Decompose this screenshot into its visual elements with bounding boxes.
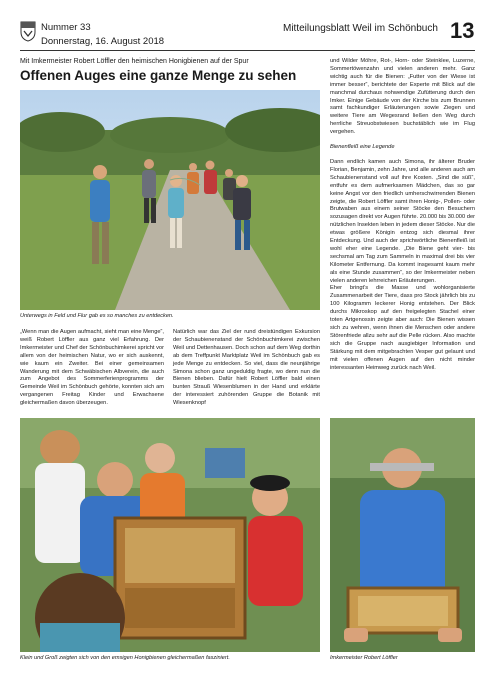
article-subhead: Bienenfleiß eine Legende xyxy=(330,144,395,151)
article-column-2 xyxy=(173,329,320,408)
header-divider xyxy=(20,50,475,51)
publication-title: Mitteilungsblatt Weil im Schönbuch xyxy=(283,23,438,34)
article-paragraph: Natürlich war das Ziel der rund dreistündigen Exkursion der Schaubienenstand der Schönbuchimkerei zwischen Weil und Dettenhausen. Doch schon auf dem Weg dorthin ab dem Treffpunkt Marktplatz Weil im Schönbuch gab es jede Menge zu entdecken. So viel, dass die neunjährige Simona schon ganz ungeduldig fragte, wo denn nun die Bienen blieben. Dafür hielt Robert Löffler bald einen bunten Strauß Wiesenblumen in der Hand und erklärte der interessiert zuhörenden Gruppe die Botanik mit Wiesenknopf xyxy=(173,329,320,407)
caption-photo-3: Imkermeister Robert Löffler xyxy=(330,655,398,661)
article-paragraph: und Wilder Möhre, Rot-, Horn- oder Steinklee, Luzerne, Sommertöwenzahn und vielen anderen mehr. Ganz wichtig auch für die Bienen: „Futter von der Wiese ist immer besser“, berichtete der Experte mit Blick auf die manchmal durchaus nohwendige Zufütterung durch den Imker. Einige Gebäude von der Kirche bis zum Brunnen samt fachkundiger Erläuterungen sowie Ziegen und weitere Tiere am Wegesrand ließen den Weg durch herrliche Streuobstwiesen buchstäblich wie im Flug vergehen. xyxy=(330,58,475,136)
caption-photo-2: Klein und Groß zeigten sich von den emsigen Honigbienen gleichermaßen fasziniert. xyxy=(20,655,230,661)
photo-beekeeper xyxy=(330,418,475,652)
photo-beehive-children xyxy=(20,418,320,652)
article-kicker: Mit Imkermeister Robert Löffler den heimischen Honigbienen auf der Spur xyxy=(20,58,249,65)
issue-number: Nummer 33 xyxy=(41,22,91,33)
article-column-3 xyxy=(330,58,475,372)
article-column-1 xyxy=(20,329,164,408)
article-paragraph: „Wenn man die Augen aufmacht, sieht man eine Menge“, weiß Robert Löffler aus ganz viel Erfahrung. Der Imkermeister und Chef der Schönbuchimkerei spricht vor allem von der heimischen Natur, wo er sich auskennt, wie kaum ein Zweiter. Bei einer gemeinsamen Wanderung mit dem Schwäbischen Albverein, die auch zum Angebot des Sommerferienprogramms der Gemeinde Weil im Schönbuch gehörte, konnten sich am vergangenen Freitag Kinder und Erwachsene gleichermaßen davon überzeugen. xyxy=(20,329,164,407)
caption-photo-1: Unterwegs in Feld und Flur gab es so manches zu entdecken. xyxy=(20,313,174,319)
page-number: 13 xyxy=(450,18,475,43)
article-paragraph: Dann endlich kamen auch Simona, ihr älterer Bruder Florian, Benjamin, zehn Jahre, und alle anderen auch am Schaubienenstand voll auf ihre Kosten. „Sind die süß“, entfuhr es dem aufmerksamen Mädchen, das so gar keine Angst vor den friedlich umherschwirrenden Bienen zeigte, die Robert Löffler samt ihren Honig-, Pollen- oder Brutwaben aus einem seiner Stöcke den Besuchern sozusagen direkt vor Augen führte. 20.000 bis 30.000 der nützlichen Insekten leben in jedem dieser Stöcke. Nur die etwas größere Königin entzog sich diesmal ihrer Entdeckung. Und auch der sprichwörtliche Bienenfleiß ist wohl eher eine Legende. „Die Biene geht vier- bis sechsmal am Tag zum Sammeln in maximal drei bis vier Kilometer Entfernung. Da kommt insgesamt kaum mehr als eine Stunde zusammen“, so der Imkermeister neben vielen anderen lehrreichen Erläuterungen. xyxy=(330,158,475,284)
article-paragraph: Eher bringt’s die Masse und wohlorganisierte Zusammenarbeit der Tiere, dass pro Stock jährlich bis zu 100 Kilogramm leckerer Honig entstehen. Der Blick durchs Mikroskop auf den freigelegten Stachel einer toten Artgenossin zeigte aber auch: Die Bienen wissen sich zu wehren, wenn ihnen die Menschen oder andere Störenfriede allzu sehr auf die Pelle rücken. Also machte sich die Gruppe nach ausgiebiger Information und Stärkung mit dem mitgebrachten Vesper gut gelaunt und mit vielen offenen Augen auf den nicht minder interessanten Heimweg zurück nach Weil. xyxy=(330,285,475,371)
issue-date: Donnerstag, 16. August 2018 xyxy=(41,36,165,47)
article-headline: Offenen Auges eine ganze Menge zu sehen xyxy=(20,68,297,83)
coat-of-arms-icon xyxy=(20,21,36,42)
photo-hiking-group xyxy=(20,90,320,310)
